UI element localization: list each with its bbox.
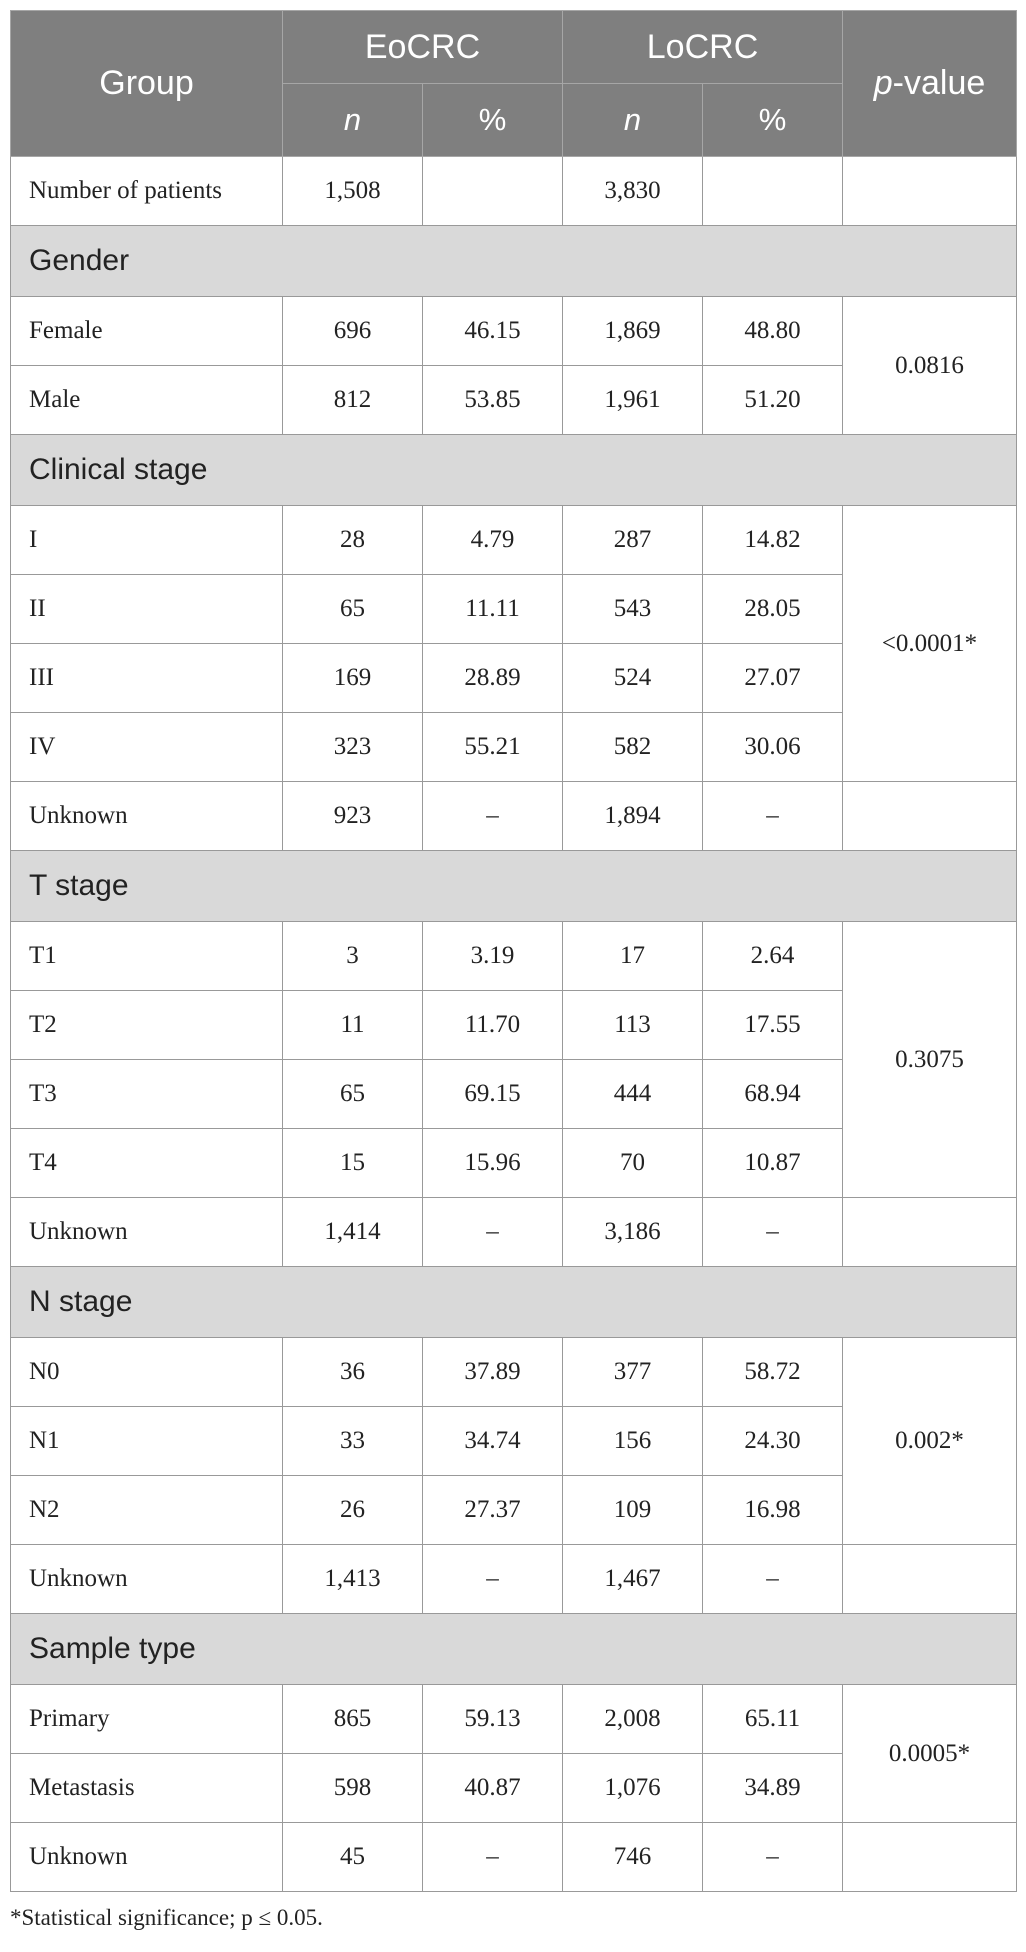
section-header-row xyxy=(11,1267,1017,1338)
cell-lo-n: 287 xyxy=(563,506,703,575)
section-title: Sample type xyxy=(11,1614,1017,1685)
cell-eo-n: 11 xyxy=(283,991,423,1060)
cell-p: 0.3075 xyxy=(843,922,1017,1198)
cell-eo-pct: – xyxy=(423,782,563,851)
cell-eo-pct: 69.15 xyxy=(423,1060,563,1129)
cell-lo-pct: – xyxy=(703,782,843,851)
cell-p: 0.0816 xyxy=(843,297,1017,435)
row-label: N2 xyxy=(11,1476,283,1545)
cell-lo-n: 109 xyxy=(563,1476,703,1545)
table-row xyxy=(11,1685,1017,1754)
locrc-n-label: n xyxy=(623,102,642,137)
cell-lo-pct: 24.30 xyxy=(703,1407,843,1476)
cell-lo-pct: 10.87 xyxy=(703,1129,843,1198)
cell-eo-pct xyxy=(423,157,563,226)
row-label: Unknown xyxy=(11,1823,283,1892)
cell-eo-pct: 15.96 xyxy=(423,1129,563,1198)
table-row xyxy=(11,922,1017,991)
group-header: Group xyxy=(11,11,283,157)
row-label: Unknown xyxy=(11,1198,283,1267)
cell-lo-pct: 28.05 xyxy=(703,575,843,644)
cell-eo-pct: – xyxy=(423,1823,563,1892)
cell-eo-n: 1,413 xyxy=(283,1545,423,1614)
row-label: III xyxy=(11,644,283,713)
pvalue-header-italic: p xyxy=(873,64,893,102)
cell-eo-n: 28 xyxy=(283,506,423,575)
cell-lo-pct: 65.11 xyxy=(703,1685,843,1754)
row-label: Number of patients xyxy=(11,157,283,226)
cell-eo-pct: 11.70 xyxy=(423,991,563,1060)
cell-p-empty xyxy=(843,1198,1017,1267)
cell-lo-pct: 58.72 xyxy=(703,1338,843,1407)
cell-eo-n: 1,414 xyxy=(283,1198,423,1267)
cell-eo-pct: 3.19 xyxy=(423,922,563,991)
cell-lo-n: 3,830 xyxy=(563,157,703,226)
eocrc-n-header xyxy=(283,84,423,157)
cell-eo-n: 598 xyxy=(283,1754,423,1823)
cell-eo-n: 26 xyxy=(283,1476,423,1545)
unknown-row xyxy=(11,1823,1017,1892)
eocrc-n-label: n xyxy=(343,102,362,137)
cell-eo-n: 1,508 xyxy=(283,157,423,226)
row-label: Female xyxy=(11,297,283,366)
cell-eo-pct: 27.37 xyxy=(423,1476,563,1545)
row-label: II xyxy=(11,575,283,644)
cell-lo-pct: 34.89 xyxy=(703,1754,843,1823)
cell-lo-n: 1,076 xyxy=(563,1754,703,1823)
cell-lo-n: 17 xyxy=(563,922,703,991)
cell-lo-pct: 17.55 xyxy=(703,991,843,1060)
cell-eo-n: 696 xyxy=(283,297,423,366)
cell-lo-n: 543 xyxy=(563,575,703,644)
unknown-row xyxy=(11,1545,1017,1614)
row-label: Metastasis xyxy=(11,1754,283,1823)
cell-lo-n: 746 xyxy=(563,1823,703,1892)
cell-lo-n: 113 xyxy=(563,991,703,1060)
cell-lo-n: 1,467 xyxy=(563,1545,703,1614)
cell-lo-pct: 14.82 xyxy=(703,506,843,575)
cell-lo-pct: 51.20 xyxy=(703,366,843,435)
row-label: I xyxy=(11,506,283,575)
row-label: T3 xyxy=(11,1060,283,1129)
cell-lo-n: 3,186 xyxy=(563,1198,703,1267)
cell-lo-n: 444 xyxy=(563,1060,703,1129)
patient-characteristics-table xyxy=(10,10,1017,1892)
row-label: T2 xyxy=(11,991,283,1060)
cell-p-empty xyxy=(843,1823,1017,1892)
cell-eo-n: 15 xyxy=(283,1129,423,1198)
eocrc-header: EoCRC xyxy=(283,11,563,84)
cell-eo-n: 865 xyxy=(283,1685,423,1754)
cell-lo-pct: 68.94 xyxy=(703,1060,843,1129)
cell-p xyxy=(843,157,1017,226)
table-row xyxy=(11,297,1017,366)
cell-eo-n: 45 xyxy=(283,1823,423,1892)
cell-eo-n: 323 xyxy=(283,713,423,782)
cell-lo-n: 1,894 xyxy=(563,782,703,851)
cell-lo-pct: 30.06 xyxy=(703,713,843,782)
cell-p: 0.002* xyxy=(843,1338,1017,1545)
row-label: N1 xyxy=(11,1407,283,1476)
row-label: T1 xyxy=(11,922,283,991)
section-title: Gender xyxy=(11,226,1017,297)
cell-p-empty xyxy=(843,782,1017,851)
cell-eo-pct: 37.89 xyxy=(423,1338,563,1407)
unknown-row xyxy=(11,782,1017,851)
cell-lo-n: 377 xyxy=(563,1338,703,1407)
section-header-row xyxy=(11,851,1017,922)
table-body xyxy=(11,157,1017,1892)
cell-lo-pct: – xyxy=(703,1545,843,1614)
cell-p-empty xyxy=(843,1545,1017,1614)
header-row-1 xyxy=(11,11,1017,84)
section-title: N stage xyxy=(11,1267,1017,1338)
locrc-header: LoCRC xyxy=(563,11,843,84)
cell-eo-pct: 59.13 xyxy=(423,1685,563,1754)
cell-lo-n: 70 xyxy=(563,1129,703,1198)
row-label: T4 xyxy=(11,1129,283,1198)
locrc-n-header xyxy=(563,84,703,157)
cell-eo-pct: – xyxy=(423,1545,563,1614)
cell-eo-n: 169 xyxy=(283,644,423,713)
cell-lo-n: 1,869 xyxy=(563,297,703,366)
section-title: T stage xyxy=(11,851,1017,922)
cell-eo-n: 36 xyxy=(283,1338,423,1407)
cell-lo-n: 2,008 xyxy=(563,1685,703,1754)
cell-lo-n: 1,961 xyxy=(563,366,703,435)
table-row xyxy=(11,1338,1017,1407)
section-title: Clinical stage xyxy=(11,435,1017,506)
row-label: Unknown xyxy=(11,782,283,851)
unknown-row xyxy=(11,1198,1017,1267)
row-label: Primary xyxy=(11,1685,283,1754)
cell-eo-pct: 4.79 xyxy=(423,506,563,575)
cell-p: <0.0001* xyxy=(843,506,1017,782)
cell-eo-pct: 46.15 xyxy=(423,297,563,366)
pvalue-header-suffix: -value xyxy=(892,64,986,102)
cell-eo-n: 923 xyxy=(283,782,423,851)
cell-lo-pct xyxy=(703,157,843,226)
cell-eo-pct: 11.11 xyxy=(423,575,563,644)
row-label: Unknown xyxy=(11,1545,283,1614)
cell-lo-n: 156 xyxy=(563,1407,703,1476)
cell-lo-pct: 2.64 xyxy=(703,922,843,991)
cell-eo-n: 33 xyxy=(283,1407,423,1476)
patients-row xyxy=(11,157,1017,226)
cell-lo-pct: 27.07 xyxy=(703,644,843,713)
cell-eo-n: 65 xyxy=(283,1060,423,1129)
section-header-row xyxy=(11,226,1017,297)
cell-eo-n: 65 xyxy=(283,575,423,644)
table-row xyxy=(11,506,1017,575)
cell-lo-pct: – xyxy=(703,1823,843,1892)
cell-eo-pct: 55.21 xyxy=(423,713,563,782)
cell-lo-pct: – xyxy=(703,1198,843,1267)
cell-eo-pct: – xyxy=(423,1198,563,1267)
row-label: IV xyxy=(11,713,283,782)
cell-eo-pct: 40.87 xyxy=(423,1754,563,1823)
cell-lo-n: 582 xyxy=(563,713,703,782)
cell-eo-n: 812 xyxy=(283,366,423,435)
cell-lo-n: 524 xyxy=(563,644,703,713)
pvalue-header xyxy=(843,11,1017,157)
locrc-pct-header: % xyxy=(703,84,843,157)
cell-eo-n: 3 xyxy=(283,922,423,991)
footnote: *Statistical significance; p ≤ 0.05. xyxy=(10,1905,323,1930)
row-label: Male xyxy=(11,366,283,435)
section-header-row xyxy=(11,435,1017,506)
eocrc-pct-header: % xyxy=(423,84,563,157)
row-label: N0 xyxy=(11,1338,283,1407)
cell-eo-pct: 34.74 xyxy=(423,1407,563,1476)
cell-lo-pct: 48.80 xyxy=(703,297,843,366)
cell-eo-pct: 53.85 xyxy=(423,366,563,435)
cell-lo-pct: 16.98 xyxy=(703,1476,843,1545)
cell-p: 0.0005* xyxy=(843,1685,1017,1823)
table-container xyxy=(10,10,1017,1932)
cell-eo-pct: 28.89 xyxy=(423,644,563,713)
section-header-row xyxy=(11,1614,1017,1685)
